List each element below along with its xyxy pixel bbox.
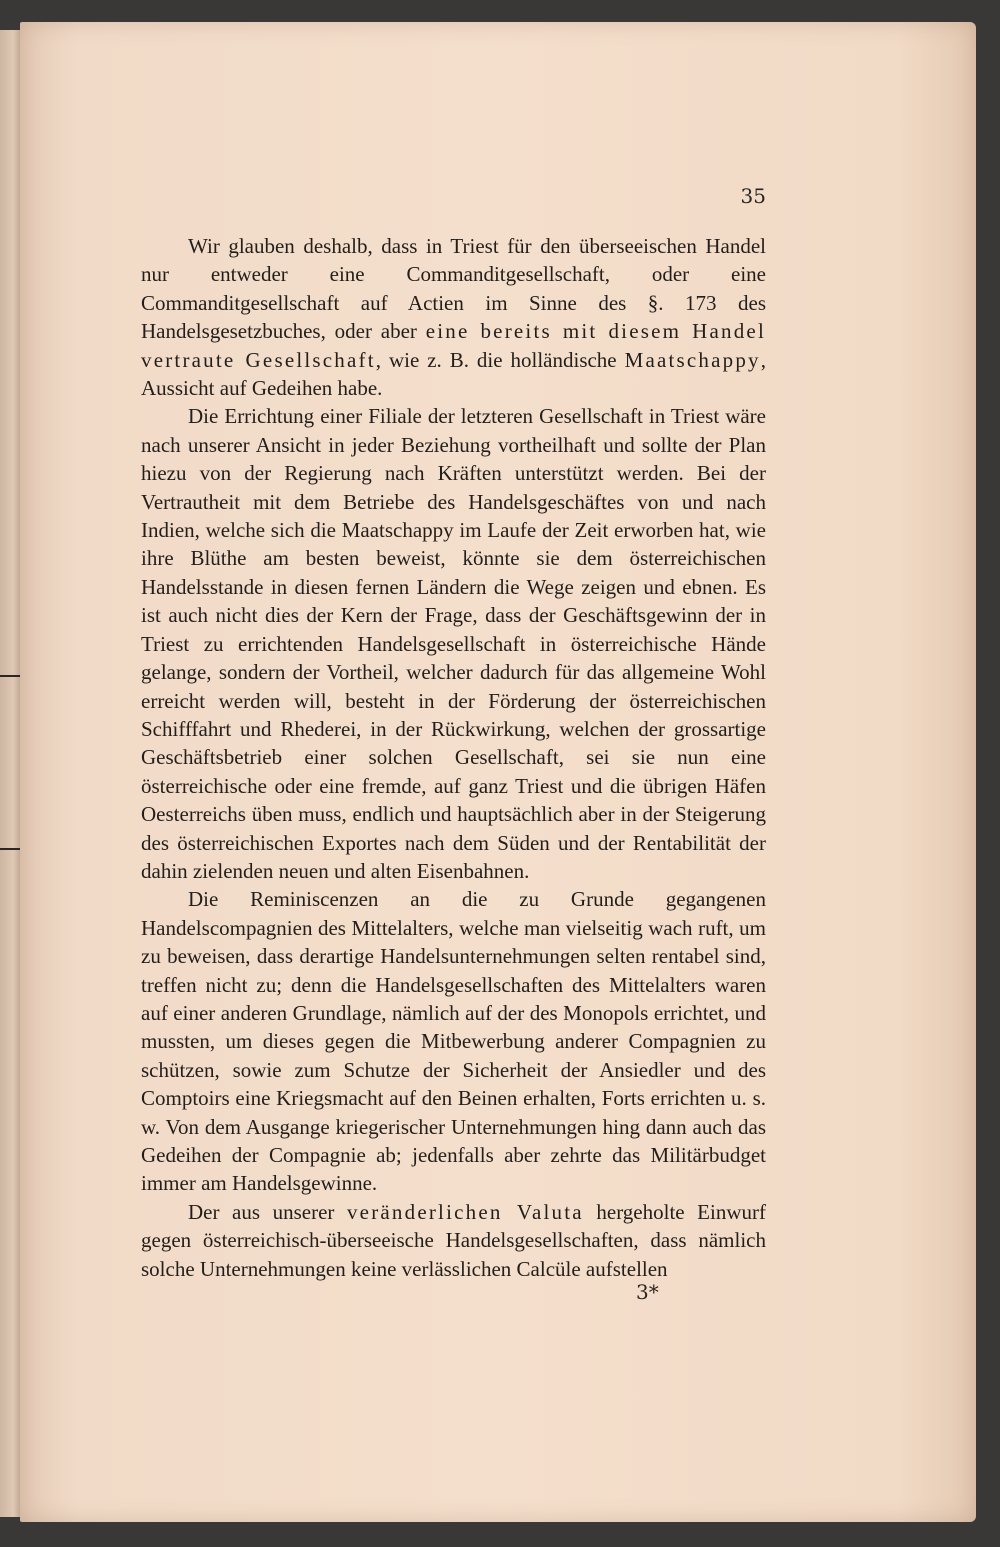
paragraph-4-text-a: Der aus unserer: [188, 1199, 347, 1224]
paragraph-4-text-b: hergeholte Einwurf gegen österreichisch-überseeische Handelsgesellschaften, dass nämlich solche Unternehmungen keine verlässlichen Calcüle aufstellen: [141, 1199, 766, 1281]
paragraph-1-text-c: , Aussicht auf Gedeihen habe.: [141, 347, 766, 401]
paragraph-4: [141, 1198, 766, 1283]
page-body: [141, 232, 766, 1283]
paragraph-1-text-b: , wie z. B. die holländische: [375, 347, 625, 372]
paragraph-1-emphasis-b: Maatschappy: [624, 347, 761, 372]
paragraph-1-emphasis-a: eine bereits mit diesem Handel vertraute Gesellschaft: [141, 319, 766, 372]
paragraph-4-emphasis: veränderlichen Valuta: [346, 1199, 584, 1224]
paragraph-2: Die Errichtung einer Filiale der letzteren Gesellschaft in Triest wäre nach unserer Ansicht in jeder Beziehung vortheilhaft und sollte der Plan hiezu von der Regierung nach Kräften unterstützt werden. Bei der Vertrautheit mit dem Betriebe des Handelsgeschäftes von und nach Indien, welche sich die Maatschappy im Laufe der Zeit erworben hat, wie ihre Blüthe am besten beweist, könnte sie dem österreichischen Handelsstande in diesen fernen Ländern die Wege zeigen und ebnen. Es ist auch nicht dies der Kern der Frage, dass der Geschäftsgewinn der in Triest zu errichtenden Handelsgesellschaft in österreichische Hände gelange, sondern der Vortheil, welcher dadurch für das allgemeine Wohl erreicht werden will, besteht in der Förderung der österreichischen Schifffahrt und Rhederei, in der Rückwirkung, welchen der grossartige Geschäftsbetrieb einer solchen Gesellschaft, sei sie nun eine österreichische oder eine fremde, auf ganz Triest und die übrigen Häfen Oesterreichs üben muss, endlich und hauptsächlich aber in der Steigerung des österreichischen Exportes nach dem Süden und der Rentabilität der dahin zielenden neuen und alten Eisenbahnen.: [141, 404, 766, 883]
paragraph-3: Die Reminiscenzen an die zu Grunde gegangenen Handelscompagnien des Mittelalters, welche man vielseitig wach ruft, um zu beweisen, dass derartige Handelsunternehmungen selten rentabel sind, treffen nicht zu; denn die Handelsgesellschaften des Mittelalters waren auf einer anderen Grundlage, nämlich auf der des Monopols errichtet, und mussten, um dieses gegen die Mitbewerbung anderer Compagnien zu schützen, sowie zum Schutze der Sicherheit der Ansiedler und des Comptoirs eine Kriegsmacht auf den Beinen erhalten, Forts errichten u. s. w. Von dem Ausgange kriegerischer Unternehmungen hing dann auch das Gedeihen der Compagnie ab; jedenfalls aber zehrte das Militärbudget immer am Handelsgewinne.: [141, 887, 766, 1196]
paragraph-1: [141, 232, 766, 402]
printer-signature: 3*: [636, 1280, 659, 1304]
page-number: 35: [740, 184, 766, 208]
paragraph-1-text-a: Wir glauben deshalb, dass in Triest für den überseeischen Handel nur entweder eine Commanditgesellschaft, oder eine Commanditgesellschaft auf Actien im Sinne des §. 173 des Handelsgesetzbuches, oder aber: [141, 234, 766, 344]
